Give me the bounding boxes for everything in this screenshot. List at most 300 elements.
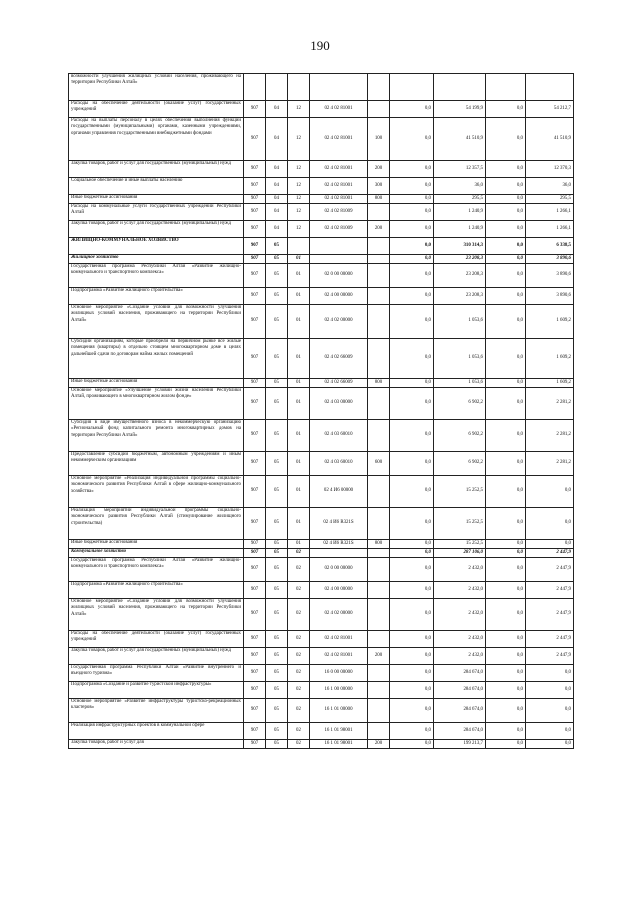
row-value-1: 0,0 (390, 118, 434, 161)
row-value-1: 0,0 (390, 339, 434, 379)
row-target-article: 02 4 02 81001 (310, 101, 368, 118)
row-section-code: 05 (266, 631, 288, 648)
row-section-code: 04 (266, 101, 288, 118)
row-section-code: 05 (266, 264, 288, 288)
row-section-code: 04 (266, 221, 288, 238)
row-value-2: 15 252,5 (434, 476, 486, 508)
budget-table (68, 73, 574, 749)
row-subsection-code: 02 (288, 682, 310, 699)
row-value-2: 1 240,9 (434, 221, 486, 238)
row-value-4: 0,0 (526, 682, 574, 699)
row-subsection-code: 01 (288, 264, 310, 288)
page-number: 190 (310, 38, 330, 53)
row-section-code: 05 (266, 723, 288, 740)
row-value-1: 0,0 (390, 452, 434, 476)
table-row (69, 238, 574, 255)
row-value-1: 0,0 (390, 264, 434, 288)
row-target-article: 02 4 03 60010 (310, 420, 368, 452)
row-subsection-code (288, 238, 310, 255)
row-value-2: 41 510,9 (434, 118, 486, 161)
row-target-article (310, 74, 368, 101)
row-value-1: 0,0 (390, 558, 434, 582)
row-subsection-code: 01 (288, 305, 310, 339)
table-row (69, 558, 574, 582)
row-value-3: 0,0 (486, 549, 526, 558)
row-admin-code: 907 (244, 699, 266, 723)
row-expense-type: 100 (368, 118, 390, 161)
row-value-3: 0,0 (486, 101, 526, 118)
row-expense-type (368, 204, 390, 221)
table-row (69, 665, 574, 682)
row-name: Жилищное хозяйство (69, 255, 244, 264)
row-subsection-code: 12 (288, 101, 310, 118)
row-subsection-code: 02 (288, 582, 310, 599)
row-value-1: 0,0 (390, 648, 434, 665)
row-value-2: 2 432,0 (434, 558, 486, 582)
row-name: Подпрограмма «Развитие жилищного строительства» (69, 288, 244, 305)
row-expense-type (368, 74, 390, 101)
row-value-2: 1 053,6 (434, 305, 486, 339)
row-name: Государственная программа Республики Алтай «Развитие внутреннего и въездного туризма» (69, 665, 244, 682)
row-name: Расходы на коммунальные услуги государственных учреждений Республики Алтай (69, 204, 244, 221)
row-value-4: 1 609,2 (526, 379, 574, 388)
row-subsection-code: 12 (288, 195, 310, 204)
row-target-article: 02 4 02 81009 (310, 221, 368, 238)
table-row (69, 648, 574, 665)
row-name: Реализация мероприятий индивидуальной программы социально-экономического развития Республики Алтай (стимулирование жилищного строительства) (69, 508, 244, 540)
table-row (69, 118, 574, 161)
row-admin-code: 907 (244, 599, 266, 631)
row-value-3: 0,0 (486, 699, 526, 723)
row-section-code: 05 (266, 549, 288, 558)
table-row (69, 420, 574, 452)
row-section-code: 05 (266, 582, 288, 599)
row-section-code: 05 (266, 540, 288, 549)
row-section-code: 05 (266, 558, 288, 582)
row-admin-code: 907 (244, 388, 266, 420)
row-value-3: 0,0 (486, 420, 526, 452)
row-value-1: 0,0 (390, 178, 434, 195)
row-value-4: 2 447,9 (526, 549, 574, 558)
row-section-code: 05 (266, 740, 288, 749)
row-value-2: 1 053,6 (434, 379, 486, 388)
row-section-code: 05 (266, 305, 288, 339)
row-value-2: 15 252,5 (434, 540, 486, 549)
row-admin-code: 907 (244, 631, 266, 648)
row-subsection-code: 01 (288, 388, 310, 420)
row-value-1 (390, 74, 434, 101)
row-value-4: 2 281,2 (526, 420, 574, 452)
row-value-3: 0,0 (486, 599, 526, 631)
row-value-1: 0,0 (390, 682, 434, 699)
row-section-code: 04 (266, 195, 288, 204)
row-section-code: 05 (266, 420, 288, 452)
row-value-2: 287 106,0 (434, 549, 486, 558)
row-admin-code: 907 (244, 682, 266, 699)
row-value-4: 36,0 (526, 178, 574, 195)
row-value-2: 199 213,7 (434, 740, 486, 749)
row-expense-type (368, 339, 390, 379)
row-value-1: 0,0 (390, 699, 434, 723)
row-admin-code: 907 (244, 508, 266, 540)
table-row (69, 699, 574, 723)
row-section-code: 05 (266, 388, 288, 420)
row-value-2: 6 902,2 (434, 388, 486, 420)
row-target-article: 02 4 02 66009 (310, 379, 368, 388)
row-expense-type (368, 255, 390, 264)
table-row (69, 599, 574, 631)
row-value-2: 284 674,0 (434, 682, 486, 699)
row-value-1: 0,0 (390, 631, 434, 648)
row-subsection-code: 02 (288, 665, 310, 682)
row-value-1: 0,0 (390, 161, 434, 178)
row-value-3: 0,0 (486, 195, 526, 204)
row-subsection-code: 02 (288, 648, 310, 665)
row-value-4: 3 890,6 (526, 264, 574, 288)
row-admin-code: 907 (244, 379, 266, 388)
row-name: Закупка товаров, работ и услуг для государственных (муниципальных) нужд (69, 161, 244, 178)
row-value-4: 0,0 (526, 540, 574, 549)
row-value-4: 1 266,1 (526, 204, 574, 221)
table-row (69, 195, 574, 204)
row-target-article: 02 4 И6 R321S (310, 540, 368, 549)
row-target-article: 02 0 00 00000 (310, 264, 368, 288)
row-subsection-code: 02 (288, 699, 310, 723)
row-expense-type: 200 (368, 161, 390, 178)
row-expense-type (368, 558, 390, 582)
row-target-article: 02 4 00 00000 (310, 288, 368, 305)
row-value-4: 41 510,9 (526, 118, 574, 161)
row-admin-code: 907 (244, 558, 266, 582)
row-target-article: 16 1 00 00000 (310, 682, 368, 699)
row-target-article: 02 0 00 00000 (310, 558, 368, 582)
row-expense-type (368, 476, 390, 508)
table-row (69, 161, 574, 178)
row-admin-code: 907 (244, 195, 266, 204)
row-name: Государственная программа Республики Алтай «Развитие жилищно-коммунального и транспортного комплекса» (69, 264, 244, 288)
table-row (69, 204, 574, 221)
row-value-1: 0,0 (390, 288, 434, 305)
row-value-4: 2 447,9 (526, 648, 574, 665)
row-target-article: 02 4 02 81001 (310, 648, 368, 665)
table-row (69, 388, 574, 420)
row-value-1: 0,0 (390, 549, 434, 558)
row-target-article: 02 4 02 00000 (310, 305, 368, 339)
table-row (69, 74, 574, 101)
row-admin-code: 907 (244, 582, 266, 599)
row-value-4: 6 338,5 (526, 238, 574, 255)
row-value-3: 0,0 (486, 476, 526, 508)
row-name: Основное мероприятие «Улучшение условий жизни населения Республики Алтай, проживающего в многоквартирном жилом фонде» (69, 388, 244, 420)
row-value-3: 0,0 (486, 221, 526, 238)
row-name: Основное мероприятие «Реализация индивидуальной программы социально-экономического развития Республики Алтай в сфере жилищно-коммунального хозяйства» (69, 476, 244, 508)
row-section-code: 05 (266, 238, 288, 255)
row-value-4: 54 212,7 (526, 101, 574, 118)
row-admin-code: 907 (244, 178, 266, 195)
row-subsection-code: 02 (288, 599, 310, 631)
row-value-3: 0,0 (486, 161, 526, 178)
row-subsection-code: 01 (288, 339, 310, 379)
row-value-2: 6 902,2 (434, 420, 486, 452)
row-target-article: 02 4 И6 R321S (310, 508, 368, 540)
row-target-article: 02 4 И6 00000 (310, 476, 368, 508)
row-value-4: 2 447,9 (526, 558, 574, 582)
row-section-code: 05 (266, 255, 288, 264)
row-target-article: 02 4 03 60010 (310, 452, 368, 476)
row-value-3: 0,0 (486, 648, 526, 665)
row-value-3: 0,0 (486, 665, 526, 682)
row-admin-code: 907 (244, 476, 266, 508)
row-value-3: 0,0 (486, 264, 526, 288)
row-name: Расходы на обеспечение деятельности (оказание услуг) государственных учреждений (69, 631, 244, 648)
row-value-1: 0,0 (390, 221, 434, 238)
row-admin-code: 907 (244, 723, 266, 740)
row-section-code: 05 (266, 648, 288, 665)
row-admin-code: 907 (244, 161, 266, 178)
table-body (69, 74, 574, 749)
table-row (69, 221, 574, 238)
row-admin-code: 907 (244, 118, 266, 161)
row-expense-type (368, 305, 390, 339)
table-row (69, 549, 574, 558)
row-section-code: 05 (266, 476, 288, 508)
row-expense-type (368, 238, 390, 255)
table-row (69, 288, 574, 305)
row-subsection-code: 12 (288, 178, 310, 195)
row-section-code: 04 (266, 204, 288, 221)
row-target-article (310, 549, 368, 558)
row-target-article: 02 4 02 81009 (310, 204, 368, 221)
table-row (69, 379, 574, 388)
row-admin-code (244, 74, 266, 101)
row-target-article: 02 4 03 00000 (310, 388, 368, 420)
row-value-1: 0,0 (390, 388, 434, 420)
row-section-code (266, 74, 288, 101)
row-section-code: 05 (266, 288, 288, 305)
row-value-2: 284 674,0 (434, 723, 486, 740)
row-value-2: 284 674,0 (434, 699, 486, 723)
row-value-2 (434, 74, 486, 101)
row-expense-type (368, 599, 390, 631)
table-row (69, 540, 574, 549)
row-admin-code: 907 (244, 101, 266, 118)
row-name: Закупка товаров, работ и услуг для государственных (муниципальных) нужд (69, 648, 244, 665)
row-subsection-code: 02 (288, 740, 310, 749)
row-value-3: 0,0 (486, 540, 526, 549)
row-name: ЖИЛИЩНО-КОММУНАЛЬНОЕ ХОЗЯЙСТВО (69, 238, 244, 255)
table-row (69, 339, 574, 379)
row-admin-code: 907 (244, 420, 266, 452)
row-section-code: 04 (266, 178, 288, 195)
row-target-article: 02 4 00 00000 (310, 582, 368, 599)
row-subsection-code: 12 (288, 161, 310, 178)
row-expense-type: 800 (368, 379, 390, 388)
row-name: Субсидии организациям, которые приобрели на первичном рынке все жилые помещения (квартиры) в отдельно стоящем многоквартирном доме в целях дальнейшей сдачи по договорам найма жилых помещений (69, 339, 244, 379)
row-admin-code: 907 (244, 288, 266, 305)
table-row (69, 101, 574, 118)
table-row (69, 476, 574, 508)
row-value-1: 0,0 (390, 379, 434, 388)
table-row (69, 305, 574, 339)
row-expense-type (368, 508, 390, 540)
row-value-3: 0,0 (486, 288, 526, 305)
row-expense-type (368, 101, 390, 118)
row-name: Реализация инфраструктурных проектов в коммунальной сфере (69, 723, 244, 740)
row-value-2: 23 208,3 (434, 255, 486, 264)
row-value-3: 0,0 (486, 631, 526, 648)
row-value-3: 0,0 (486, 388, 526, 420)
row-subsection-code: 12 (288, 204, 310, 221)
row-value-4: 1 609,2 (526, 305, 574, 339)
row-value-3: 0,0 (486, 305, 526, 339)
row-value-2: 36,0 (434, 178, 486, 195)
row-target-article: 02 4 02 81001 (310, 161, 368, 178)
row-target-article: 02 4 02 66009 (310, 339, 368, 379)
row-value-3: 0,0 (486, 339, 526, 379)
row-value-4: 2 281,2 (526, 388, 574, 420)
row-value-1: 0,0 (390, 582, 434, 599)
table-row (69, 582, 574, 599)
row-value-1: 0,0 (390, 255, 434, 264)
row-target-article (310, 238, 368, 255)
row-section-code: 05 (266, 339, 288, 379)
row-value-2: 1 240,9 (434, 204, 486, 221)
row-admin-code: 907 (244, 238, 266, 255)
row-expense-type (368, 420, 390, 452)
row-value-4: 2 447,9 (526, 599, 574, 631)
table-row (69, 452, 574, 476)
row-value-2: 2 432,0 (434, 582, 486, 599)
row-expense-type (368, 264, 390, 288)
row-subsection-code: 01 (288, 379, 310, 388)
row-value-1: 0,0 (390, 740, 434, 749)
row-section-code: 05 (266, 379, 288, 388)
row-name: Расходы на обеспечение деятельности (оказание услуг) государственных учреждений (69, 101, 244, 118)
row-value-3: 0,0 (486, 558, 526, 582)
row-section-code: 04 (266, 161, 288, 178)
row-value-1: 0,0 (390, 101, 434, 118)
row-subsection-code: 12 (288, 118, 310, 161)
row-value-2: 54 199,9 (434, 101, 486, 118)
row-value-4: 3 890,6 (526, 255, 574, 264)
row-expense-type (368, 549, 390, 558)
row-value-3: 0,0 (486, 740, 526, 749)
row-admin-code: 907 (244, 452, 266, 476)
row-expense-type: 800 (368, 195, 390, 204)
row-subsection-code: 01 (288, 508, 310, 540)
row-value-1: 0,0 (390, 305, 434, 339)
row-name: Подпрограмма «Создание и развитие туристской инфраструктуры» (69, 682, 244, 699)
row-admin-code: 907 (244, 305, 266, 339)
row-subsection-code: 01 (288, 452, 310, 476)
row-value-2: 6 902,2 (434, 452, 486, 476)
row-value-1: 0,0 (390, 204, 434, 221)
row-value-2: 2 432,0 (434, 648, 486, 665)
row-target-article: 16 0 00 00000 (310, 665, 368, 682)
row-name: Основное мероприятие «Создание условий для возможности улучшения жилищных условий населения, проживающего на территории Республики Алтай» (69, 599, 244, 631)
row-name: Субсидия в виде имущественного взноса в некоммерческую организацию «Региональный фонд капитального ремонта многоквартирных домов на территории Республики Алтай» (69, 420, 244, 452)
row-name: Подпрограмма «Развитие жилищного строительства» (69, 582, 244, 599)
row-expense-type: 600 (368, 452, 390, 476)
row-section-code: 04 (266, 118, 288, 161)
table-row (69, 723, 574, 740)
row-value-2: 284 674,0 (434, 665, 486, 682)
row-expense-type (368, 723, 390, 740)
row-name: Предоставление субсидий бюджетным, автономным учреждениям и иным некоммерческим организациям (69, 452, 244, 476)
row-subsection-code (288, 74, 310, 101)
row-value-4: 2 447,9 (526, 631, 574, 648)
row-value-4 (526, 74, 574, 101)
row-expense-type (368, 699, 390, 723)
row-expense-type (368, 682, 390, 699)
row-section-code: 05 (266, 508, 288, 540)
row-value-3: 0,0 (486, 255, 526, 264)
row-value-4: 2 447,9 (526, 582, 574, 599)
row-value-1: 0,0 (390, 476, 434, 508)
row-admin-code: 907 (244, 221, 266, 238)
row-target-article: 16 1 01 98001 (310, 723, 368, 740)
row-target-article: 02 4 02 81001 (310, 178, 368, 195)
row-subsection-code: 01 (288, 255, 310, 264)
row-expense-type (368, 388, 390, 420)
row-value-2: 310 314,3 (434, 238, 486, 255)
row-value-3: 0,0 (486, 508, 526, 540)
row-value-2: 2 432,0 (434, 599, 486, 631)
row-value-3: 0,0 (486, 379, 526, 388)
row-admin-code: 907 (244, 339, 266, 379)
row-expense-type: 800 (368, 540, 390, 549)
row-value-4: 0,0 (526, 723, 574, 740)
row-expense-type: 200 (368, 648, 390, 665)
row-value-1: 0,0 (390, 508, 434, 540)
row-admin-code: 907 (244, 540, 266, 549)
row-name: Закупка товаров, работ и услуг для государственных (муниципальных) нужд (69, 221, 244, 238)
row-expense-type: 300 (368, 178, 390, 195)
row-name: Иные бюджетные ассигнования (69, 540, 244, 549)
row-section-code: 05 (266, 699, 288, 723)
row-section-code: 05 (266, 682, 288, 699)
row-target-article: 16 1 01 98001 (310, 740, 368, 749)
table-row (69, 178, 574, 195)
row-name: Основное мероприятие «Создание условий для возможности улучшения жилищных условий населения, проживающего на территории Республики Алтай» (69, 305, 244, 339)
row-expense-type: 200 (368, 221, 390, 238)
row-value-3: 0,0 (486, 118, 526, 161)
row-value-3: 0,0 (486, 682, 526, 699)
row-admin-code: 907 (244, 665, 266, 682)
row-section-code: 05 (266, 665, 288, 682)
row-value-1: 0,0 (390, 195, 434, 204)
row-target-article: 02 4 02 00000 (310, 599, 368, 631)
row-expense-type (368, 582, 390, 599)
row-target-article: 02 4 02 81001 (310, 118, 368, 161)
row-value-1: 0,0 (390, 420, 434, 452)
row-value-4: 2 281,2 (526, 452, 574, 476)
row-value-2: 12 357,5 (434, 161, 486, 178)
row-value-1: 0,0 (390, 540, 434, 549)
row-value-1: 0,0 (390, 238, 434, 255)
row-name: возможности улучшения жилищных условий населения, проживающего на территории Республики Алтай» (69, 74, 244, 101)
row-subsection-code: 12 (288, 221, 310, 238)
row-expense-type (368, 631, 390, 648)
row-admin-code: 907 (244, 648, 266, 665)
row-value-3: 0,0 (486, 582, 526, 599)
row-subsection-code: 02 (288, 549, 310, 558)
row-name: Расходы на выплаты персоналу в целях обеспечения выполнения функций государственными (муниципальными) органами, казенными учреждениями, органами управления государственными внебюджетными фондами (69, 118, 244, 161)
table-row (69, 740, 574, 749)
table-row (69, 631, 574, 648)
row-admin-code: 907 (244, 549, 266, 558)
row-expense-type: 200 (368, 740, 390, 749)
